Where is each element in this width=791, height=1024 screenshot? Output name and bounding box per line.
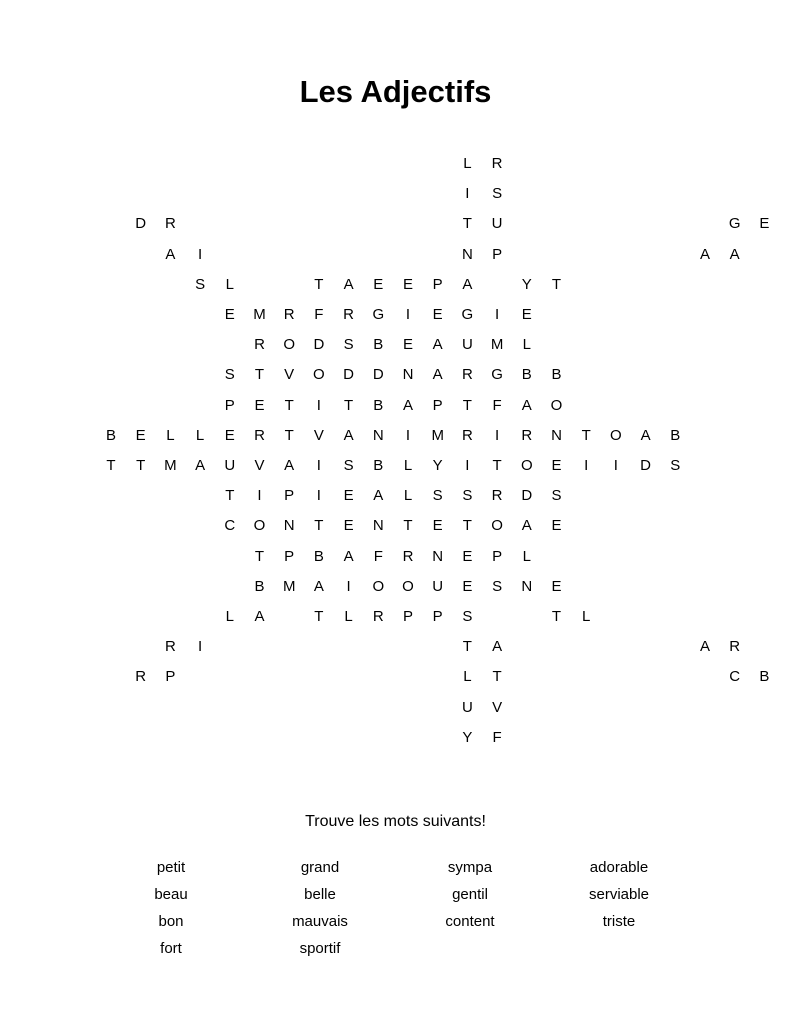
grid-letter: S bbox=[432, 487, 443, 505]
grid-letter: R bbox=[164, 215, 176, 233]
grid-letter: B bbox=[551, 366, 562, 384]
grid-letter: B bbox=[670, 426, 681, 444]
grid-letter: E bbox=[759, 215, 770, 233]
grid-letter: D bbox=[521, 487, 533, 505]
grid-letter: O bbox=[550, 396, 563, 414]
grid-letter: S bbox=[492, 577, 503, 595]
grid-letter: S bbox=[224, 366, 235, 384]
grid-letter: T bbox=[225, 487, 235, 505]
grid-letter: U bbox=[461, 698, 473, 716]
grid-letter: R bbox=[164, 638, 176, 656]
grid-letter: O bbox=[610, 426, 622, 444]
grid-letter: M bbox=[253, 306, 266, 323]
grid-letter: L bbox=[463, 668, 472, 686]
grid-letter: A bbox=[462, 275, 473, 293]
grid-letter: U bbox=[461, 336, 473, 354]
grid-letter: N bbox=[372, 517, 384, 535]
grid-letter: T bbox=[314, 608, 324, 625]
grid-letter: A bbox=[313, 577, 324, 595]
grid-letter: R bbox=[491, 155, 503, 172]
grid-letter: I bbox=[465, 457, 470, 474]
grid-letter: N bbox=[551, 426, 562, 444]
grid-letter: S bbox=[343, 336, 354, 354]
grid-letter: O bbox=[253, 517, 266, 535]
grid-letter: D bbox=[640, 457, 652, 474]
grid-letter: O bbox=[520, 457, 533, 474]
word-list-item: petit bbox=[156, 859, 186, 876]
grid-letter: N bbox=[461, 245, 473, 263]
grid-letter: I bbox=[495, 426, 500, 444]
grid-letter: T bbox=[492, 668, 502, 686]
grid-letter: I bbox=[257, 487, 262, 505]
grid-letter: B bbox=[373, 336, 384, 354]
grid-letter: R bbox=[491, 487, 503, 505]
grid-letter: N bbox=[521, 577, 533, 595]
grid-letter: R bbox=[343, 306, 355, 323]
grid-letter: Y bbox=[521, 275, 532, 293]
grid-letter: E bbox=[343, 487, 354, 505]
grid-letter: B bbox=[105, 426, 116, 444]
grid-letter: L bbox=[522, 336, 531, 354]
grid-letter: T bbox=[254, 366, 265, 384]
grid-letter: A bbox=[640, 426, 651, 444]
grid-letter: E bbox=[254, 396, 265, 414]
grid-letter: S bbox=[551, 487, 562, 505]
grid-letter: T bbox=[314, 275, 324, 293]
grid-letter: M bbox=[490, 336, 504, 354]
grid-letter: S bbox=[492, 185, 503, 203]
grid-letter: A bbox=[729, 245, 740, 263]
grid-letter: F bbox=[492, 728, 502, 746]
word-list-item: grand bbox=[300, 859, 340, 876]
grid-letter: G bbox=[372, 306, 385, 323]
word-list-item: content bbox=[445, 913, 495, 930]
grid-letter: A bbox=[343, 275, 354, 293]
grid-letter: L bbox=[225, 608, 234, 625]
word-list-item: mauvais bbox=[292, 913, 348, 930]
grid-letter: L bbox=[522, 547, 531, 565]
grid-letter: R bbox=[372, 608, 384, 625]
grid-letter: S bbox=[462, 608, 473, 625]
grid-letter: U bbox=[491, 215, 503, 233]
grid-letter: R bbox=[254, 336, 265, 354]
grid-letter: E bbox=[135, 426, 146, 444]
word-list-item: adorable bbox=[589, 859, 649, 876]
grid-letter: L bbox=[403, 487, 413, 505]
grid-letter: L bbox=[195, 426, 205, 444]
grid-letter: O bbox=[372, 577, 385, 595]
word-list-item: sportif bbox=[299, 940, 341, 957]
grid-letter: E bbox=[432, 517, 443, 535]
grid-letter: N bbox=[432, 547, 444, 565]
grid-letter: A bbox=[402, 396, 413, 414]
grid-letter: U bbox=[224, 457, 236, 474]
grid-letter: A bbox=[165, 245, 176, 263]
grid-letter: P bbox=[432, 608, 443, 625]
grid-letter: D bbox=[343, 366, 355, 384]
grid-letter: P bbox=[402, 608, 413, 625]
page-title: Les Adjectifs bbox=[299, 74, 492, 109]
grid-letter: P bbox=[432, 275, 443, 293]
grid-letter: T bbox=[284, 396, 294, 414]
grid-letter: T bbox=[551, 275, 562, 293]
grid-letter: G bbox=[728, 215, 741, 233]
grid-letter: E bbox=[373, 275, 384, 293]
grid-letter: O bbox=[491, 517, 503, 535]
grid-letter: L bbox=[403, 457, 413, 474]
grid-letter: E bbox=[224, 306, 235, 323]
grid-letter: A bbox=[432, 336, 443, 354]
grid-letter: T bbox=[344, 396, 354, 414]
grid-letter: Y bbox=[462, 728, 473, 746]
grid-letter: E bbox=[521, 306, 532, 323]
word-list-item: sympa bbox=[447, 859, 493, 876]
grid-letter: T bbox=[462, 396, 472, 414]
grid-letter: B bbox=[373, 396, 384, 414]
grid-letter: A bbox=[492, 638, 503, 656]
grid-letter: S bbox=[195, 275, 206, 293]
grid-letter: R bbox=[402, 547, 414, 565]
grid-letter: A bbox=[373, 487, 384, 505]
grid-letter: I bbox=[198, 245, 203, 263]
word-list-item: gentil bbox=[452, 886, 488, 903]
grid-letter: D bbox=[313, 336, 325, 354]
grid-letter: E bbox=[551, 517, 562, 535]
grid-letter: C bbox=[224, 517, 236, 535]
grid-letter: I bbox=[405, 426, 411, 444]
word-list-item: triste bbox=[602, 913, 636, 930]
grid-letter: T bbox=[492, 457, 502, 474]
grid-letter: E bbox=[462, 547, 473, 565]
grid-letter: V bbox=[313, 426, 324, 444]
grid-letter: E bbox=[402, 275, 413, 293]
grid-letter: A bbox=[284, 457, 295, 474]
grid-letter: T bbox=[284, 426, 294, 444]
grid-letter: L bbox=[582, 608, 591, 625]
grid-letter: T bbox=[136, 457, 146, 474]
grid-letter: B bbox=[373, 457, 384, 474]
instruction-text: Trouve les mots suivants! bbox=[305, 813, 486, 830]
grid-letter: P bbox=[492, 547, 503, 565]
grid-letter: B bbox=[254, 577, 265, 595]
grid-letter: I bbox=[465, 185, 470, 203]
grid-letter: D bbox=[135, 215, 147, 233]
grid-letter: G bbox=[461, 306, 474, 323]
grid-letter: S bbox=[462, 487, 473, 505]
grid-letter: C bbox=[729, 668, 741, 686]
grid-letter: A bbox=[521, 396, 532, 414]
grid-letter: T bbox=[581, 426, 591, 444]
grid-letter: M bbox=[164, 457, 177, 474]
grid-letter: O bbox=[313, 366, 325, 384]
grid-letter: V bbox=[254, 457, 265, 474]
grid-letter: T bbox=[551, 608, 562, 625]
grid-letter: R bbox=[135, 668, 147, 686]
grid-letter: F bbox=[492, 396, 502, 414]
word-list-item: fort bbox=[160, 940, 182, 957]
grid-letter: V bbox=[492, 698, 503, 716]
grid-letter: U bbox=[432, 577, 444, 595]
grid-letter: I bbox=[346, 577, 351, 595]
grid-letter: S bbox=[343, 457, 354, 474]
grid-letter: R bbox=[729, 638, 741, 656]
grid-letter: T bbox=[462, 517, 472, 535]
grid-letter: D bbox=[372, 366, 384, 384]
grid-letter: P bbox=[224, 396, 235, 414]
grid-letter: P bbox=[165, 668, 176, 686]
word-list-item: serviable bbox=[588, 886, 650, 903]
grid-letter: A bbox=[195, 457, 206, 474]
grid-letter: L bbox=[166, 426, 175, 444]
grid-letter: M bbox=[282, 577, 296, 595]
grid-letter: F bbox=[314, 306, 324, 323]
grid-letter: A bbox=[432, 366, 443, 384]
grid-letter: F bbox=[373, 547, 383, 565]
grid-letter: T bbox=[462, 638, 472, 656]
grid-letter: B bbox=[759, 668, 770, 686]
grid-letter: S bbox=[670, 457, 681, 474]
grid-letter: O bbox=[402, 577, 414, 595]
grid-letter: Y bbox=[432, 457, 443, 474]
grid-letter: P bbox=[284, 487, 295, 505]
grid-letter: T bbox=[403, 517, 413, 535]
grid-letter: O bbox=[283, 336, 296, 354]
grid-letter: N bbox=[283, 517, 295, 535]
grid-letter: R bbox=[461, 366, 473, 384]
grid-letter: V bbox=[284, 366, 295, 384]
grid-letter: N bbox=[372, 426, 384, 444]
grid-letter: P bbox=[432, 396, 443, 414]
grid-letter: R bbox=[283, 306, 295, 323]
grid-letter: T bbox=[106, 457, 116, 474]
grid-letter: A bbox=[254, 608, 265, 625]
grid-letter: P bbox=[492, 245, 503, 263]
word-list-item: bon bbox=[158, 913, 184, 930]
grid-letter: A bbox=[521, 517, 532, 535]
grid-letter: I bbox=[405, 306, 411, 323]
grid-letter: B bbox=[313, 547, 324, 565]
grid-letter: E bbox=[343, 517, 354, 535]
grid-letter: E bbox=[551, 457, 562, 474]
grid-letter: A bbox=[343, 426, 354, 444]
grid-letter: A bbox=[699, 638, 710, 656]
grid-letter: E bbox=[551, 577, 562, 595]
grid-letter: T bbox=[462, 215, 472, 233]
grid-letter: I bbox=[316, 396, 321, 414]
grid-letter: E bbox=[224, 426, 235, 444]
grid-letter: T bbox=[254, 547, 265, 565]
grid-letter: L bbox=[344, 608, 353, 625]
grid-letter: I bbox=[316, 487, 321, 505]
grid-letter: G bbox=[491, 366, 503, 384]
grid-letter: R bbox=[254, 426, 265, 444]
grid-letter: E bbox=[402, 336, 413, 354]
grid-letter: R bbox=[461, 426, 473, 444]
grid-letter: R bbox=[521, 426, 533, 444]
grid-letter: M bbox=[431, 426, 444, 444]
grid-letter: A bbox=[699, 245, 710, 263]
grid-letter: A bbox=[343, 547, 354, 565]
word-list-item: beau bbox=[154, 886, 188, 903]
grid-letter: E bbox=[462, 577, 473, 595]
grid-letter: P bbox=[284, 547, 295, 565]
grid-letter: I bbox=[584, 457, 589, 474]
grid-letter: L bbox=[463, 155, 472, 172]
grid-letter: I bbox=[495, 306, 500, 323]
grid-letter: T bbox=[314, 517, 324, 535]
grid-letter: I bbox=[613, 457, 618, 474]
grid-letter: I bbox=[198, 638, 203, 656]
word-list-item: belle bbox=[304, 886, 336, 903]
grid-letter: B bbox=[521, 366, 532, 384]
grid-letter: N bbox=[402, 366, 414, 384]
grid-letter: I bbox=[316, 457, 321, 474]
grid-letter: E bbox=[432, 306, 443, 323]
grid-letter: L bbox=[225, 275, 234, 293]
